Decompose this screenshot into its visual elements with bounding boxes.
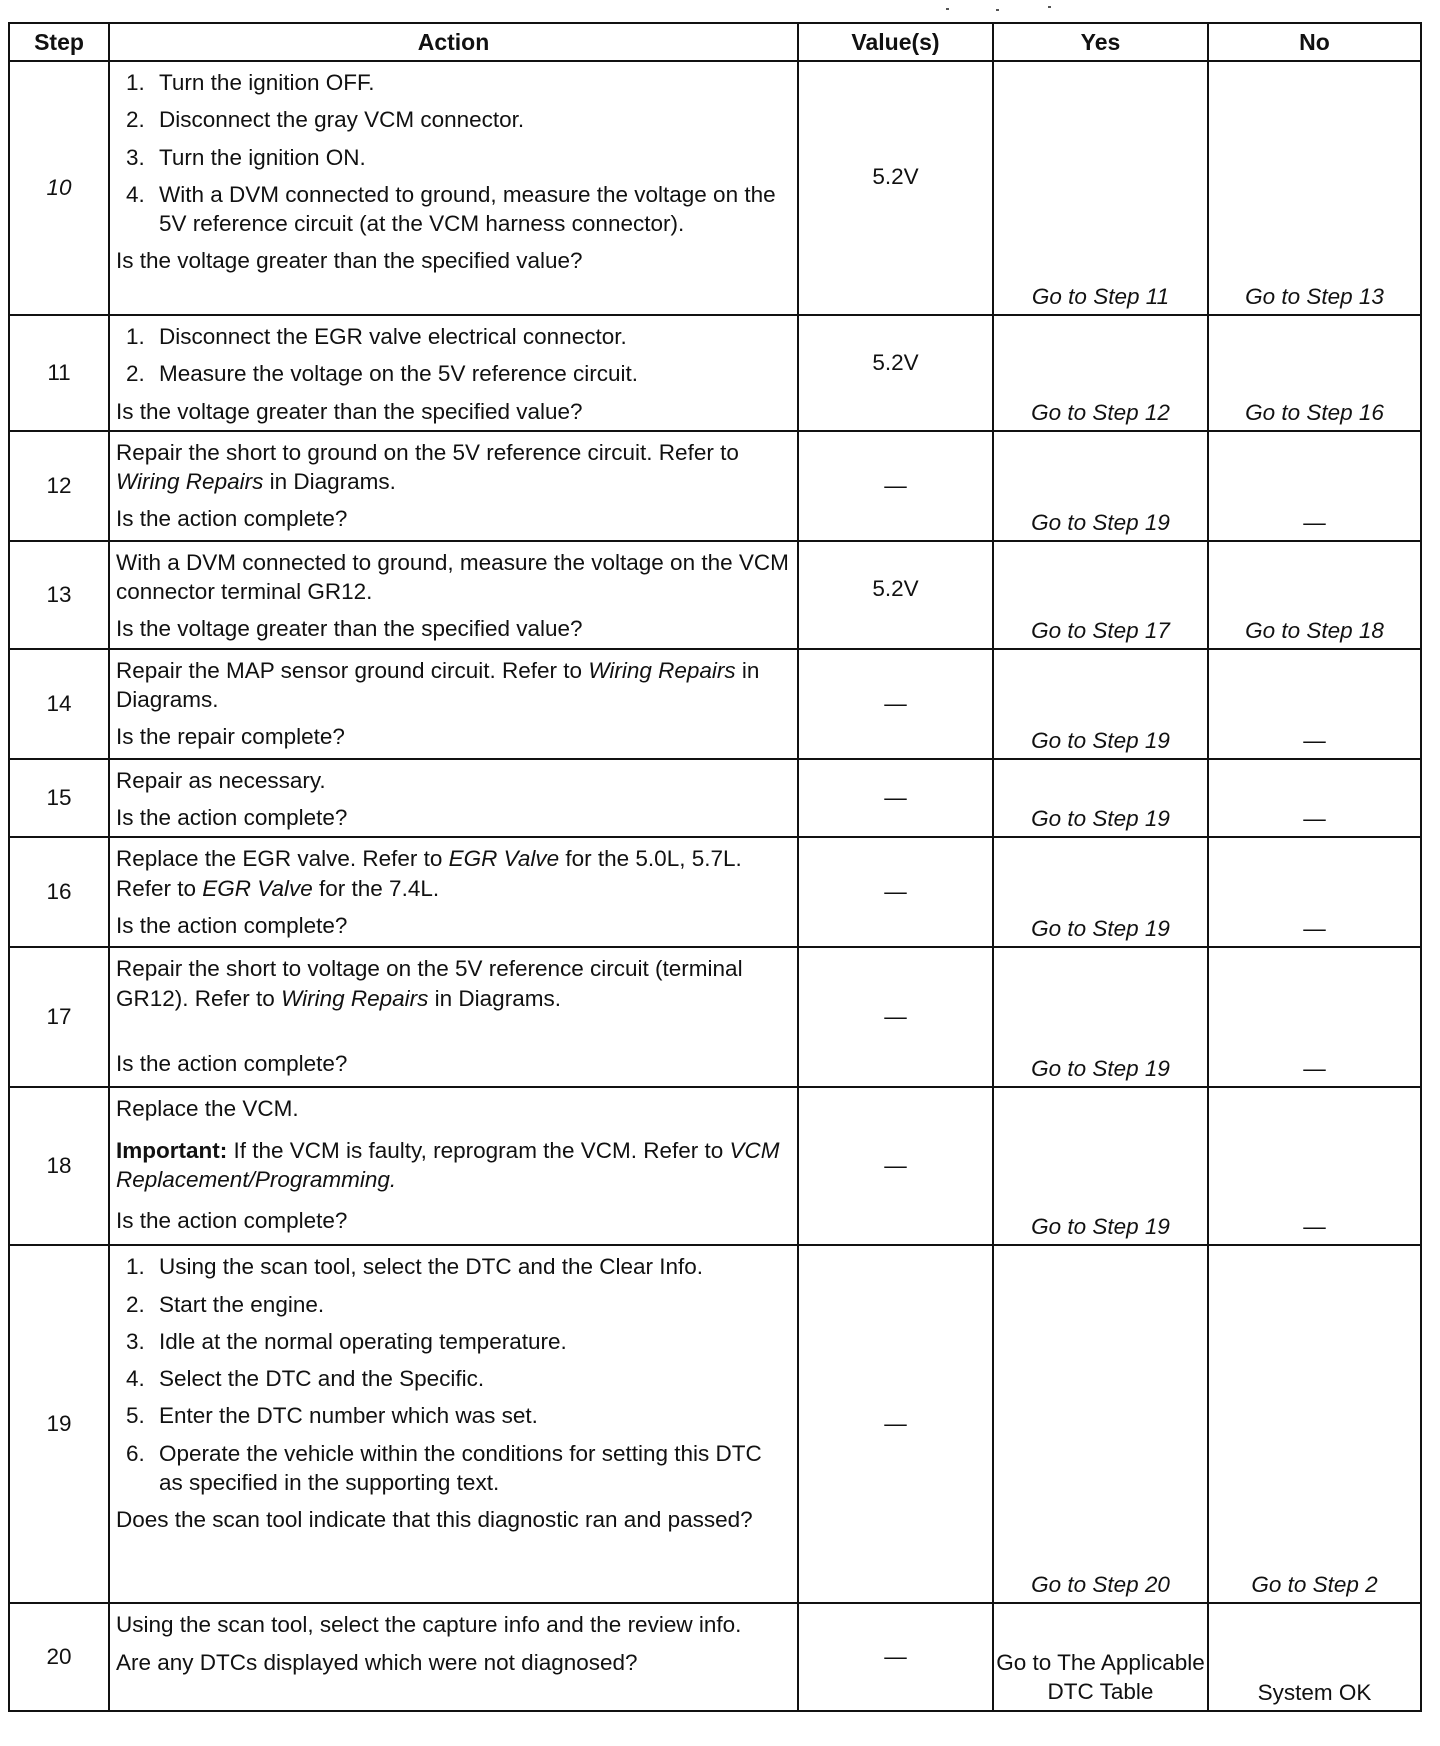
step-number: 10	[9, 61, 109, 315]
action-text	[116, 844, 791, 903]
action-item: 3. Turn the ignition ON.	[151, 143, 791, 172]
yes-cell: Go to Step 11	[993, 61, 1208, 315]
table-row	[9, 837, 1421, 947]
action-text-part: in Diagrams.	[428, 985, 561, 1011]
value-cell	[798, 61, 993, 315]
important-note	[116, 1136, 791, 1195]
step-number: 13	[9, 541, 109, 649]
reference-link-text: EGR Valve	[202, 875, 313, 901]
action-cell	[109, 1087, 798, 1245]
action-cell	[109, 1603, 798, 1711]
action-question: Is the repair complete?	[116, 724, 345, 750]
step-number: 19	[9, 1245, 109, 1603]
scan-speck	[996, 9, 999, 11]
action-text-part: in Diagrams.	[116, 657, 760, 712]
table-row	[9, 541, 1421, 649]
no-cell: —	[1208, 759, 1421, 838]
action-item: 4. With a DVM connected to ground, measure the voltage on the 5V reference circuit (at the VCM harness connector).	[151, 180, 791, 239]
step-number: 14	[9, 649, 109, 759]
header-step: Step	[9, 23, 109, 61]
no-cell: —	[1208, 837, 1421, 947]
important-label: Important:	[116, 1137, 228, 1163]
action-text-part: Repair the short to voltage on the 5V reference circuit (terminal GR12). Refer to	[116, 956, 743, 1011]
header-values: Value(s)	[798, 23, 993, 61]
reference-link-text: Wiring Repairs	[588, 657, 736, 683]
header-no: No	[1208, 23, 1421, 61]
table-row	[9, 1087, 1421, 1245]
value-cell: —	[798, 837, 993, 947]
action-question: Is the action complete?	[116, 506, 348, 532]
action-list	[116, 322, 791, 389]
yes-cell: Go to Step 19	[993, 649, 1208, 759]
no-cell: System OK	[1208, 1603, 1421, 1711]
action-text: Using the scan tool, select the capture info and the review info.	[116, 1612, 742, 1638]
action-item: 1. Disconnect the EGR valve electrical connector.	[151, 322, 791, 351]
action-cell	[109, 837, 798, 947]
yes-cell: Go to Step 17	[993, 541, 1208, 649]
action-text-part: in Diagrams.	[263, 469, 396, 494]
value-cell: —	[798, 947, 993, 1087]
action-question: Does the scan tool indicate that this diagnostic ran and passed?	[116, 1507, 753, 1532]
yes-cell: Go to Step 19	[993, 759, 1208, 838]
header-action: Action	[109, 23, 798, 61]
action-text-part: Repair the MAP sensor ground circuit. Refer to	[116, 657, 589, 683]
action-question: Are any DTCs displayed which were not diagnosed?	[116, 1649, 638, 1675]
table-row	[9, 947, 1421, 1087]
action-cell	[109, 759, 798, 838]
table-row	[9, 1603, 1421, 1711]
value-cell: —	[798, 431, 993, 541]
no-cell: —	[1208, 431, 1421, 541]
action-text	[116, 954, 791, 1013]
action-text	[116, 438, 791, 497]
step-number: 15	[9, 759, 109, 838]
action-text-part: for the 5.0L, 5.7L. Refer to	[116, 846, 742, 901]
reference-link-text: VCM Replacement/Programming.	[116, 1137, 780, 1192]
important-text: If the VCM is faulty, reprogram the VCM. Refer to	[227, 1137, 730, 1163]
value-text: 5.2V	[872, 164, 919, 189]
action-cell	[109, 315, 798, 431]
action-item: 1. Turn the ignition OFF.	[151, 68, 791, 97]
scan-speck	[1048, 6, 1051, 8]
action-cell	[109, 1245, 798, 1603]
action-question: Is the action complete?	[116, 1208, 348, 1233]
action-cell	[109, 61, 798, 315]
no-cell: Go to Step 18	[1208, 541, 1421, 649]
action-question: Is the action complete?	[116, 912, 348, 938]
action-cell	[109, 541, 798, 649]
header-row	[9, 23, 1421, 61]
no-cell: —	[1208, 1087, 1421, 1245]
yes-cell: Go to Step 19	[993, 837, 1208, 947]
action-text: Repair as necessary.	[116, 767, 326, 793]
action-question: Is the action complete?	[116, 805, 348, 830]
action-item: 2. Start the engine.	[151, 1290, 791, 1319]
step-number: 17	[9, 947, 109, 1087]
action-text-part: for the 7.4L.	[312, 875, 440, 901]
step-number: 11	[9, 315, 109, 431]
yes-cell: Go to Step 19	[993, 1087, 1208, 1245]
action-question: Is the voltage greater than the specified value?	[116, 248, 583, 274]
table-row	[9, 431, 1421, 541]
action-text-part: Repair the short to ground on the 5V reference circuit. Refer to	[116, 439, 739, 465]
value-text: 5.2V	[872, 575, 919, 601]
action-cell	[109, 649, 798, 759]
value-cell: —	[798, 1087, 993, 1245]
step-number: 20	[9, 1603, 109, 1711]
action-text-part: Replace the EGR valve. Refer to	[116, 846, 449, 872]
value-cell	[798, 315, 993, 431]
table-row	[9, 759, 1421, 838]
action-cell	[109, 947, 798, 1087]
action-item: 5. Enter the DTC number which was set.	[151, 1401, 791, 1430]
no-cell: Go to Step 13	[1208, 61, 1421, 315]
action-list	[116, 68, 791, 238]
action-item: 2. Disconnect the gray VCM connector.	[151, 105, 791, 134]
no-cell: —	[1208, 649, 1421, 759]
action-question: Is the voltage greater than the specified value?	[116, 398, 583, 424]
action-item: 1. Using the scan tool, select the DTC and the Clear Info.	[151, 1252, 791, 1281]
step-number: 16	[9, 837, 109, 947]
table-row	[9, 649, 1421, 759]
yes-cell: Go to Step 12	[993, 315, 1208, 431]
scan-speck	[946, 8, 949, 10]
yes-cell: Go to Step 19	[993, 431, 1208, 541]
value-cell: —	[798, 759, 993, 838]
table-row	[9, 61, 1421, 315]
action-question: Is the voltage greater than the specified value?	[116, 616, 583, 642]
reference-link-text: EGR Valve	[448, 846, 560, 872]
table-row	[9, 1245, 1421, 1603]
step-number: 12	[9, 431, 109, 541]
action-text	[116, 656, 791, 715]
action-list	[116, 1252, 791, 1497]
yes-cell: Go to The Applicable DTC Table	[993, 1603, 1208, 1711]
table-row	[9, 315, 1421, 431]
action-item: 3. Idle at the normal operating temperature.	[151, 1327, 791, 1356]
diagnostic-table	[8, 22, 1422, 1712]
reference-link-text: Wiring Repairs	[116, 469, 264, 494]
yes-cell: Go to Step 19	[993, 947, 1208, 1087]
value-cell: —	[798, 1245, 993, 1603]
value-text: 5.2V	[872, 350, 919, 375]
action-question: Is the action complete?	[116, 1050, 348, 1076]
action-item: 6. Operate the vehicle within the conditions for setting this DTC as specified in the supporting text.	[151, 1439, 791, 1498]
action-item: 4. Select the DTC and the Specific.	[151, 1364, 791, 1393]
action-text: With a DVM connected to ground, measure the voltage on the VCM connector terminal GR12.	[116, 549, 789, 604]
action-cell	[109, 431, 798, 541]
action-item: 2. Measure the voltage on the 5V reference circuit.	[151, 359, 791, 388]
no-cell: —	[1208, 947, 1421, 1087]
header-yes: Yes	[993, 23, 1208, 61]
yes-cell: Go to Step 20	[993, 1245, 1208, 1603]
reference-link-text: Wiring Repairs	[281, 985, 429, 1011]
no-cell: Go to Step 2	[1208, 1245, 1421, 1603]
value-cell: —	[798, 1603, 993, 1711]
no-cell: Go to Step 16	[1208, 315, 1421, 431]
action-text: Replace the VCM.	[116, 1096, 299, 1122]
step-number: 18	[9, 1087, 109, 1245]
value-cell	[798, 541, 993, 649]
value-cell: —	[798, 649, 993, 759]
